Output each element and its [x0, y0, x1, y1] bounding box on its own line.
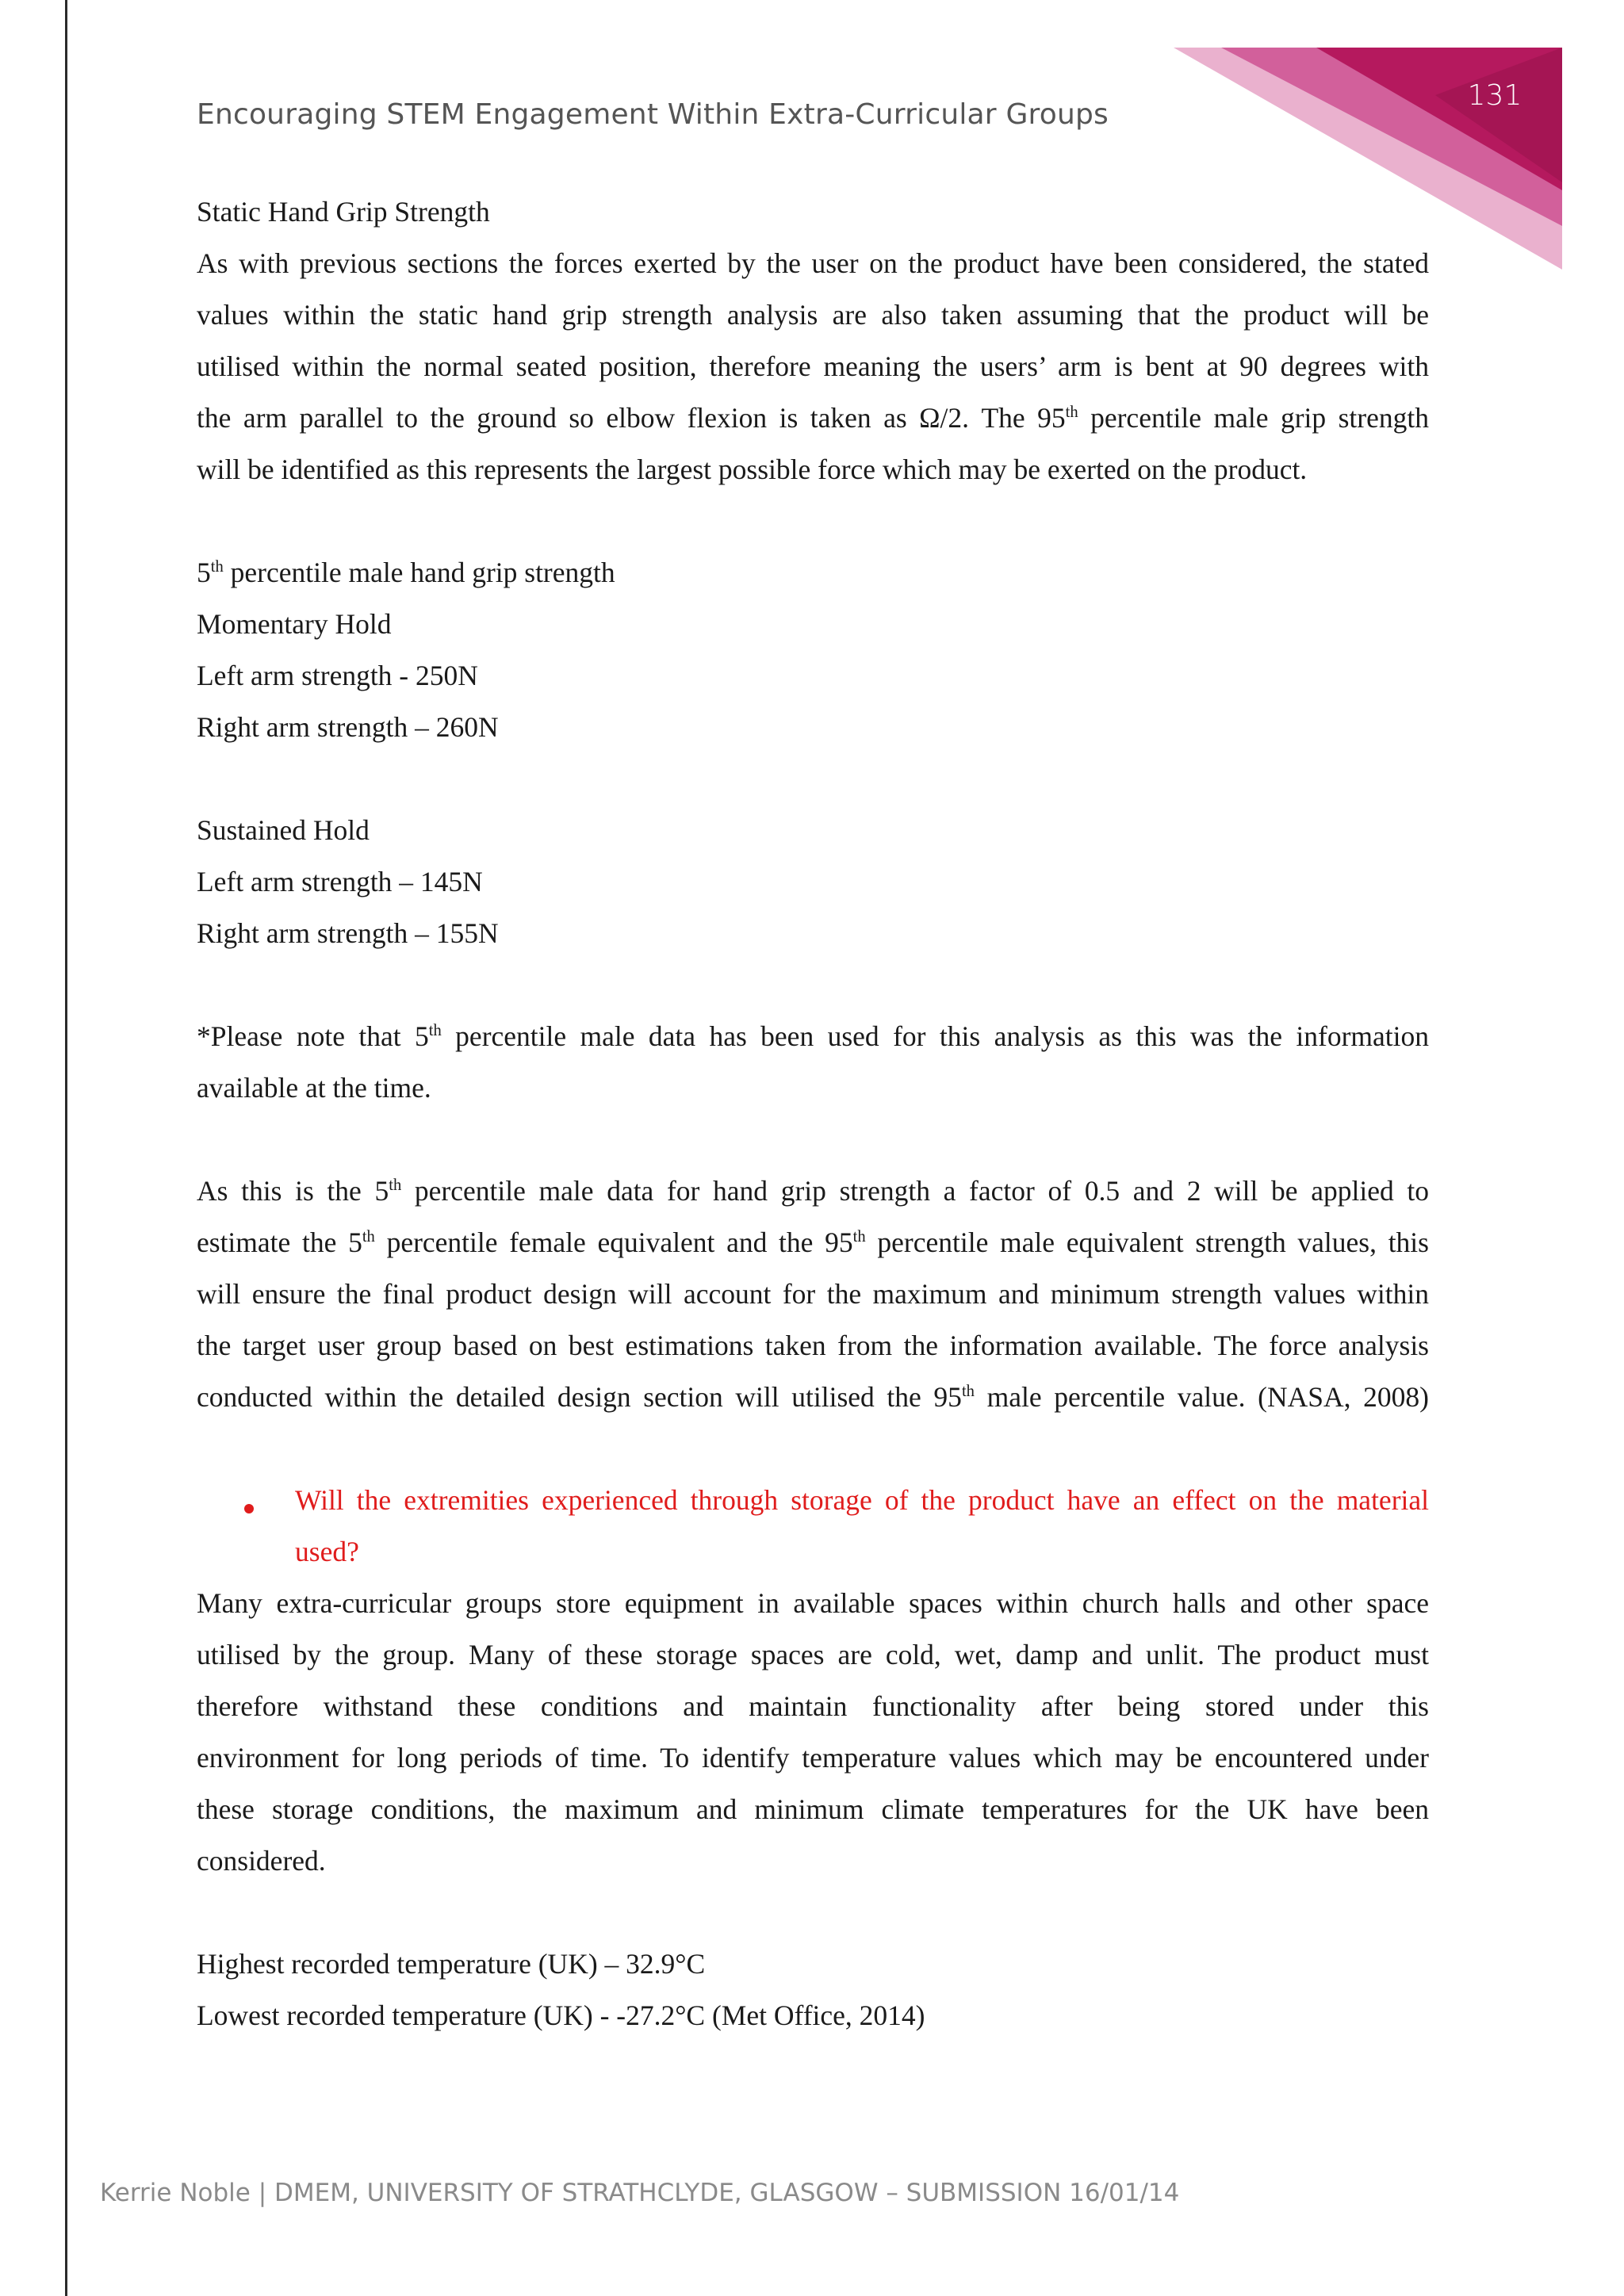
storage-line-2: utilised by the group. Many of these storage spaces are cold, wet, damp and unlit. The product must [197, 1639, 1429, 1670]
left-margin-rule [65, 0, 67, 2296]
momentary-right-arm: Right arm strength – 260N [197, 711, 499, 743]
note-line-1 [197, 1020, 1429, 1059]
factor-line-2 [197, 1226, 1429, 1265]
superscript: th [961, 1383, 975, 1401]
intro-line-4-part-b: percentile male grip strength [1078, 402, 1429, 434]
intro-line-5: will be identified as this represents the largest possible force which may be exerted on the product. [197, 453, 1308, 485]
highest-temperature: Highest recorded temperature (UK) – 32.9°C [197, 1948, 706, 1980]
storage-line-6: considered. [197, 1845, 326, 1877]
sustained-right-arm: Right arm strength – 155N [197, 917, 499, 949]
intro-line-4 [197, 401, 1429, 441]
question-line-1: Will the extremities experienced through storage of the product have an effect on the material [295, 1484, 1429, 1516]
intro-line-1: As with previous sections the forces exerted by the user on the product have been considered, the stated [197, 247, 1429, 279]
factor-line-4: the target user group based on best estimations taken from the information available. The force analysis [197, 1330, 1429, 1361]
factor-line-5-b: male percentile value. (NASA, 2008) [974, 1381, 1429, 1413]
grip-title-rest: percentile male hand grip strength [223, 557, 615, 588]
momentary-left-arm: Left arm strength - 250N [197, 660, 478, 691]
storage-line-3: therefore withstand these conditions and maintain functionality after being stored under this [197, 1690, 1429, 1722]
lowest-temperature: Lowest recorded temperature (UK) - -27.2°C (Met Office, 2014) [197, 1999, 925, 2031]
factor-line-2-b: percentile female equivalent and the 95 [374, 1226, 853, 1258]
sustained-left-arm: Left arm strength – 145N [197, 866, 483, 897]
factor-line-2-a: estimate the 5 [197, 1226, 362, 1258]
superscript: th [428, 1022, 442, 1040]
factor-line-1-b: percentile male data for hand grip strength a factor of 0.5 and 2 will be applied to [401, 1175, 1429, 1207]
grip-title [197, 556, 615, 589]
storage-line-1: Many extra-curricular groups store equipment in available spaces within church halls and other space [197, 1587, 1429, 1619]
page-footer: Kerrie Noble | DMEM, UNIVERSITY OF STRATHCLYDE, GLASGOW – SUBMISSION 16/01/14 [100, 2179, 1180, 2207]
superscript: th [389, 1177, 402, 1195]
bullet-icon [244, 1504, 254, 1513]
running-header-title: Encouraging STEM Engagement Within Extra-Curricular Groups [197, 98, 1109, 131]
factor-line-1-a: As this is the 5 [197, 1175, 389, 1207]
factor-line-5-a: conducted within the detailed design section will utilised the 95 [197, 1381, 962, 1413]
note-line-2: available at the time. [197, 1072, 431, 1104]
factor-line-2-c: percentile male equivalent strength values, this [865, 1226, 1429, 1258]
factor-line-3: will ensure the final product design will account for the maximum and minimum strength values within [197, 1278, 1429, 1310]
superscript: th [852, 1228, 866, 1246]
superscript: th [1065, 404, 1078, 422]
note-part-a: *Please note that 5 [197, 1020, 429, 1052]
intro-line-2: values within the static hand grip strength analysis are also taken assuming that the product will be [197, 299, 1429, 331]
momentary-hold-label: Momentary Hold [197, 608, 392, 640]
superscript: th [362, 1228, 375, 1246]
page-number: 131 [1467, 79, 1522, 112]
sustained-hold-label: Sustained Hold [197, 814, 370, 846]
storage-line-4: environment for long periods of time. To identify temperature values which may be encountered under [197, 1742, 1429, 1774]
intro-line-3: utilised within the normal seated position, therefore meaning the users’ arm is bent at 90 degrees with [197, 350, 1429, 382]
intro-line-4-part-a: the arm parallel to the ground so elbow flexion is taken as Ω/2. The 95 [197, 402, 1066, 434]
superscript: th [210, 558, 224, 576]
factor-line-5 [197, 1380, 1429, 1420]
factor-line-1 [197, 1174, 1429, 1214]
note-part-b: percentile male data has been used for this analysis as this was the information [441, 1020, 1429, 1052]
question-line-2: used? [295, 1536, 359, 1567]
section-heading: Static Hand Grip Strength [197, 196, 490, 228]
grip-title-num: 5 [197, 557, 211, 588]
storage-line-5: these storage conditions, the maximum and minimum climate temperatures for the UK have been [197, 1793, 1429, 1825]
